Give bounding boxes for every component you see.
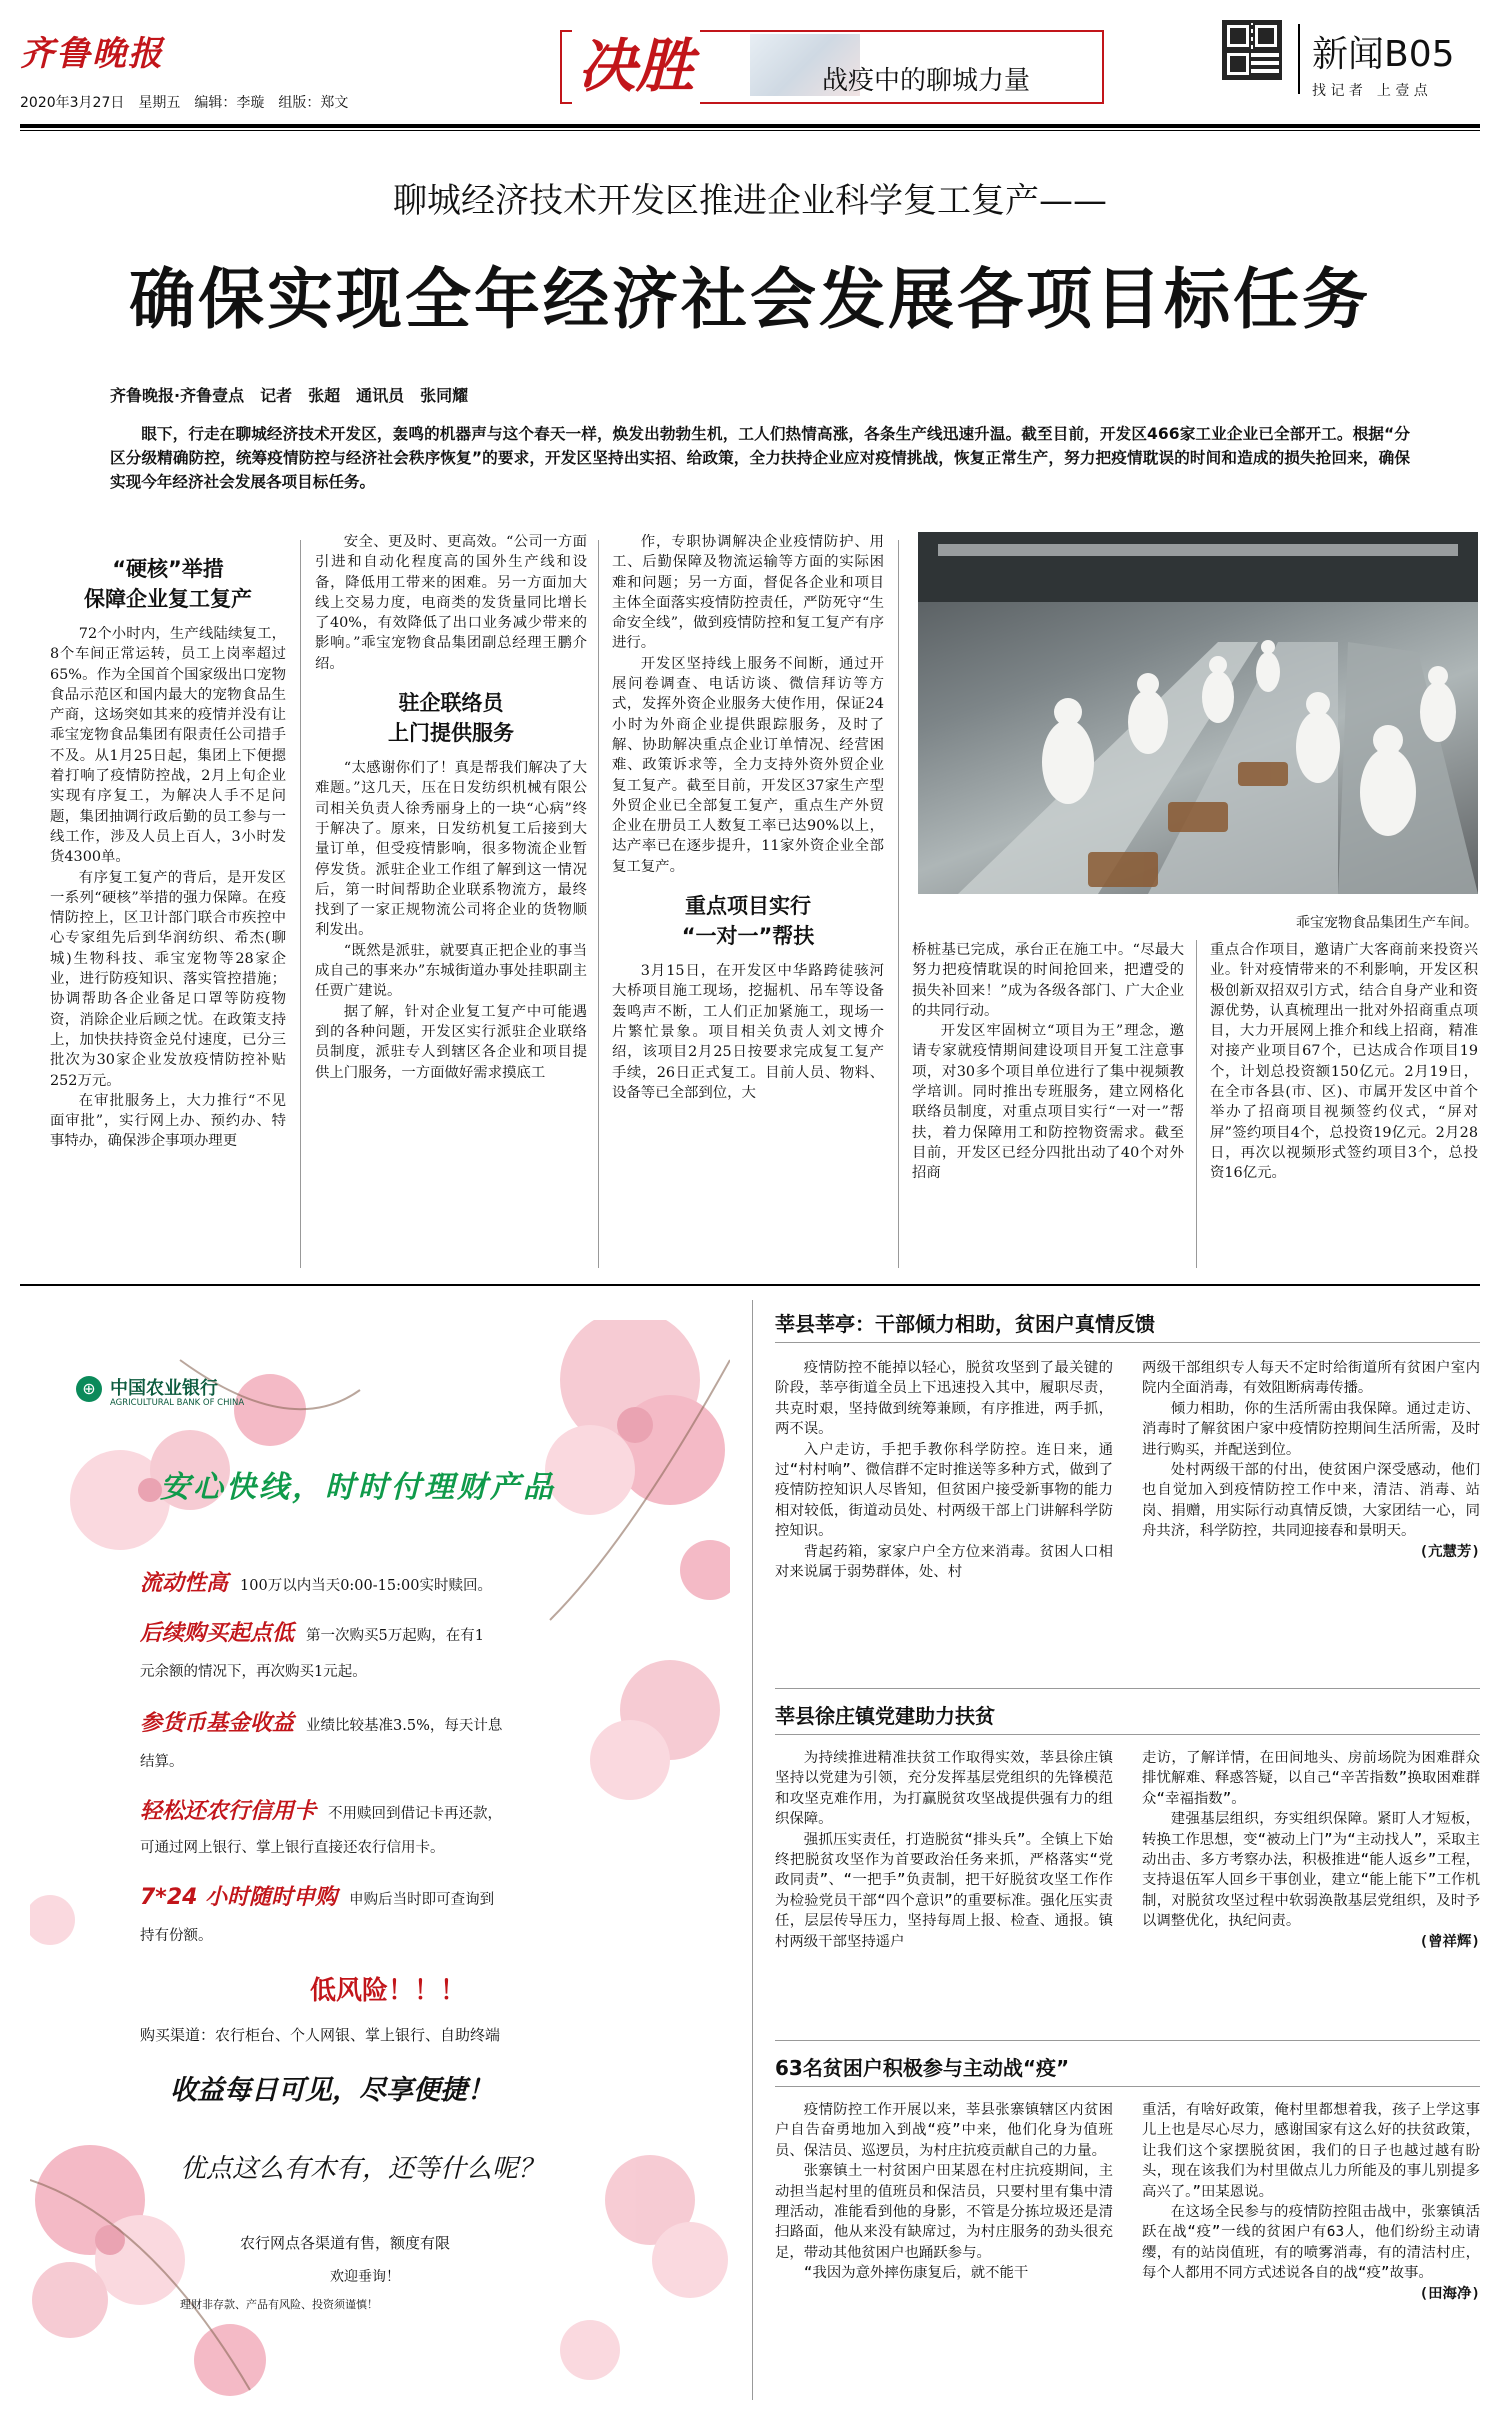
title-underline (775, 2086, 1480, 2087)
section-title: 莘县莘亭：干部倾力相助，贫困户真情反馈 (775, 1312, 1155, 1336)
paragraph: 有序复工复产的背后，是开发区一系列“硬核”举措的强力保障。在疫情防控上，区卫计部门联合市疾控中心专家组先后到华润纺织、希杰(聊城)生物科技、乖宝宠物等28家企业，进行防疫知识、落实管控措施；协调帮助各企业备足口罩等防疫物资，消除企业后顾之忧。在政策支持上，加快扶持资金兑付速度，已分三批次为30家企业发放疫情防控补贴252万元。 (50, 869, 286, 1089)
author-signature: (田海净) (1419, 2285, 1480, 2302)
qr-code[interactable] (1222, 20, 1282, 80)
bank-name-cn: 中国农业银行 (110, 1378, 218, 1399)
section-left-column (775, 2100, 1113, 2284)
title-underline (775, 1734, 1480, 1735)
feature-tag: 后续购买起点低 (140, 1621, 295, 1646)
section-left-column (775, 1748, 1113, 1952)
feature-line (140, 1794, 502, 1825)
paragraph: “我因为意外摔伤康复后，就不能干 (803, 2265, 1029, 2282)
factory-photo (918, 532, 1478, 894)
masthead-rule (20, 124, 1480, 128)
section-left-column (775, 1358, 1113, 1582)
author-signature: (曾祥辉) (1419, 1933, 1480, 1950)
masthead (0, 0, 1500, 138)
factory-photo-art (918, 532, 1478, 894)
feature-continuation: 结算。 (140, 1754, 184, 1770)
column-rule (300, 540, 301, 1268)
paragraph: 72个小时内，生产线陆续复工，8个车间正常运转，员工上岗率超过65%。作为全国首个国家级出口宠物食品示范区和国内最大的宠物食品生产商，这场突如其来的疫情并没有让乖宝宠物食品集团有限责任公司措手不及。从1月25日起，集团上下便摁着打响了疫情防控战，2月上旬企业实现有序复工，为解决人手不足问题，集团抽调行政后勤的员工参与一线工作，涉及人员上百人，3小时发货4300单。 (50, 626, 286, 866)
news-section-1 (775, 1308, 1480, 1708)
paragraph: 张寨镇土一村贫困户田某恩在村庄抗疫期间，主动担当起村里的值班员和保洁员，只要村里有集中清理活动，准能看到他的身影，不管是分拣垃圾还是清扫路面，他从来没有缺席过，为村庄服务的劲头很充足，带动其他贫困户也踊跃参与。 (775, 2163, 1113, 2261)
paragraph: 背起药箱，家家户户全方位来消毒。贫困人口相对来说属于弱势群体，处、村 (775, 1543, 1113, 1581)
banner-big: 决胜 (572, 26, 700, 106)
paragraph: 疫情防控工作开展以来，莘县张寨镇辖区内贫困户自告奋勇地加入到战“疫”中来，他们化身为值班员、保洁员、巡逻员，为村庄抗疫贡献自己的力量。 (775, 2102, 1113, 2159)
ad-footer-1: 农行网点各渠道有售，额度有限 (240, 2234, 451, 2252)
feature-text: 申购后当时即可查询到 (349, 1892, 495, 1908)
news-section-3 (775, 2052, 1480, 2402)
paragraph: 在审批服务上，大力推行“不见面审批”，实行网上办、预约办、特事特办，确保涉企事项办理更 (50, 1092, 286, 1150)
author-signature: (亢慧芳) (1419, 1543, 1480, 1560)
date-line: 2020年3月27日 星期五 编辑：李璇 组版：郑文 (20, 95, 349, 111)
paragraph: 安全、更及时、更高效。“公司一方面引进和自动化程度高的国外生产线和设备，降低用工带来的困难。另一方面加大线上交易力度，电商类的发货量同比增长了40%，有效降低了出口业务减少带来的影响。”乖宝宠物食品集团副总经理王鹏介绍。 (315, 534, 587, 672)
paragraph: “既然是派驻，就要真正把企业的事当成自己的事来办”东城街道办事处挂职副主任贾广建说。 (315, 942, 587, 1000)
paragraph: 桥桩基已完成，承台正在施工中。“尽最大努力把疫情耽误的时间抢回来，把遭受的损失补回来！”成为各级各部门、广大企业的共同行动。 (912, 942, 1184, 1019)
article-kicker: 聊城经济技术开发区推进企业科学复工复产—— (393, 181, 1107, 221)
newspaper-logo: 齐鲁晚报 (20, 34, 164, 74)
paragraph: 处村两级干部的付出，使贫困户深受感动，他们也自觉加入到疫情防控工作中来，清洁、消毒、站岗、捐赠，用实际行动真情反馈，大家团结一心，同舟共济，科学防控，共同迎接春和景明天。 (1142, 1462, 1480, 1540)
purchase-channels: 购买渠道：农行柜台、个人网银、掌上银行、自助终端 (140, 2026, 501, 2044)
subhead-line: 驻企联络员 (398, 691, 504, 716)
paragraph: 为持续推进精准扶贫工作取得实效，莘县徐庄镇坚持以党建为引领，充分发挥基层党组织的先锋模范和攻坚克难作用，为打赢脱贫攻坚战提供强有力的组织保障。 (775, 1750, 1113, 1828)
paragraph: 走访，了解详情，在田间地头、房前场院为困难群众排忧解难、释惑答疑，以自己“辛苦指数”换取困难群众“幸福指数”。 (1142, 1750, 1480, 1807)
feature-continuation: 持有份额。 (140, 1928, 213, 1944)
article-column-3 (612, 532, 884, 1103)
feature-text: 不用赎回到借记卡再还款， (328, 1806, 503, 1822)
paragraph: 在这场全民参与的疫情防控阻击战中，张寨镇活跃在战“疫”一线的贫困户有63人，他们纷纷主动请缨，有的站岗值班，有的喷雾消毒，有的清洁村庄，每个人都用不同方式述说各自的战“疫”故事。 (1142, 2204, 1480, 2282)
paragraph: 强抓压实责任，打造脱贫“排头兵”。全镇上下始终把脱贫攻坚作为首要政治任务来抓，严格落实“党政同责”、“一把手”负责制，把干好脱贫攻坚工作作为检验党员干部“四个意识”的重要标准。强化压实责任，层层传导压力，坚持每周上报、检查、通报。镇村两级干部坚持遥户 (775, 1831, 1113, 1950)
feature-tag: 参货币基金收益 (140, 1711, 295, 1736)
paragraph: 重点合作项目，邀请广大客商前来投资兴业。针对疫情带来的不利影响，开发区积极创新双招双引方式，结合自身产业和资源优势，认真梳理出一批对外招商重点项目，大力开展网上推介和线上招商，精准对接产业项目67个，已达成合作项目19个，计划总投资额150亿元。2月19日，在全市各县(市、区)、市属开发区中首个举办了招商项目视频签约仪式，“屏对屏”签约项目4个，总投资19亿元。2月28日，再次以视频形式签约项目3个，总投资16亿元。 (1210, 942, 1478, 1182)
ad-slogan-1: 收益每日可见，尽享便捷！ (170, 2075, 494, 2106)
article-lead: 眼下，行走在聊城经济技术开发区，轰鸣的机器声与这个春天一样，焕发出勃勃生机，工人们热情高涨，各条生产线迅速升温。截至目前，开发区466家工业企业已全部开工。根据“分区分级精确防控，统筹疫情防控与经济社会秩序恢复”的要求，开发区坚持出实招、给政策，全力扶持企业应对疫情挑战，恢复正常生产，努力把疫情耽误的时间和造成的损失抢回来，确保实现今年经济社会发展各项目标任务。 (110, 425, 1410, 491)
article-headline: 确保实现全年经济社会发展各项目标任务 (129, 261, 1371, 338)
news-section-2 (775, 1700, 1480, 2040)
subhead-line: 上门提供服务 (388, 721, 514, 746)
section-right-column (1142, 2100, 1480, 2304)
section-right-column (1142, 1748, 1480, 1952)
paragraph: 建强基层组织，夯实组织保障。紧盯人才短板，转换工作思想，变“被动上门”为“主动找人”，采取主动出击、多方考察办法，积极推进“能人返乡”工程，支持退伍军人回乡干事创业，建立“能上能下”工作机制，对脱贫攻坚过程中软弱涣散基层党组织，及时予以调整优化，执纪问责。 (1142, 1811, 1480, 1930)
paragraph: 据了解，针对企业复工复产中可能遇到的各种问题，开发区实行派驻企业联络员制度，派驻专人到辖区各企业和项目提供上门服务，一方面做好需求摸底工 (315, 1003, 587, 1081)
feature-tag: 7*24 小时随时申购 (140, 1885, 338, 1910)
paragraph: 重活，有啥好政策，俺村里都想着我，孩子上学这事儿上也是尽心尽力，感谢国家有这么好的扶贫政策，让我们这个家摆脱贫困，我们的日子也越过越有盼头，现在该我们为村里做点儿力所能及的事儿别提多高兴了。”田某恩说。 (1142, 2102, 1480, 2200)
section-title: 63名贫困户积极参与主动战“疫” (775, 2056, 1070, 2080)
section-divider (1298, 24, 1300, 94)
feature-continuation: 元余额的情况下，再次购买1元起。 (140, 1664, 367, 1680)
paragraph: “太感谢你们了！真是帮我们解决了大难题。”这几天，压在日发纺织机械有限公司相关负责人徐秀丽身上的一块“心病”终于解决了。原来，日发纺机复工后接到大量订单，但受疫情影响，很多物流企业暂停发货。派驻企业工作组了解到这一情况后，第一时间帮助企业联系物流方，最终找到了一家正规物流公司将企业的货物顺利发出。 (315, 760, 587, 939)
subhead-line: “一对一”帮扶 (681, 924, 815, 949)
feature-tag: 流动性高 (140, 1571, 229, 1596)
low-risk-label: 低风险！！！ (310, 1976, 467, 2006)
subhead-line: 重点项目实行 (685, 894, 811, 919)
section-label: 新闻B05 (1312, 34, 1455, 75)
ad-footer-3: 理财非存款、产品有风险、投资须谨慎！ (180, 2298, 378, 2311)
ad-slogan-2: 优点这么有木有，还等什么呢？ (180, 2154, 545, 2184)
feature-text: 业绩比较基准3.5%，每天计息 (306, 1718, 503, 1734)
feature-line (140, 1880, 494, 1911)
bank-name-en: AGRICULTURAL BANK OF CHINA (110, 1398, 245, 1408)
feature-line (140, 1566, 492, 1597)
paragraph: 开发区坚持线上服务不间断，通过开展问卷调查、电话访谈、微信拜访等方式，发挥外资企业服务大使作用，保证24小时为外商企业提供跟踪服务，及时了解、协助解决重点企业订单情况、经营困难、政策诉求等，全力支持外资外贸企业复工复产。截至目前，开发区37家生产型外贸企业已全部复工复产，重点生产外贸企业在册员工人数复工率已达90%以上，达产率已在逐步提升，11家外资企业全部复工复产。 (612, 655, 884, 875)
bank-logo-icon: ⊕ (76, 1376, 102, 1402)
paragraph: 开发区牢固树立“项目为王”理念，邀请专家就疫情期间建设项目开复工注意事项，对30多个项目单位进行了集中视频教学培训。同时推出专班服务，建立网格化联络员制度，对重点项目实行“一对一”帮扶，着力保障用工和防控物资需求。截至目前，开发区已经分四批出动了40个对外招商 (912, 1023, 1184, 1182)
section-title: 莘县徐庄镇党建助力扶贫 (775, 1704, 995, 1728)
paragraph: 疫情防控不能掉以轻心，脱贫攻坚到了最关键的阶段，莘亭街道全员上下迅速投入其中，履职尽责，共克时艰，坚持做到统筹兼顾，有序推进，两手抓，两不误。 (775, 1360, 1113, 1438)
feature-text: 第一次购买5万起购，在有1 (306, 1628, 484, 1644)
section-separator (775, 1688, 1480, 1689)
paragraph: 入户走访，手把手教你科学防控。连日来，通过“村村响”、微信群不定时推送等多种方式，做到了疫情防控知识人尽皆知，但贫困户接受新事物的能力相对较低，街道动员处、村两级干部上门讲解科学防控知识。 (775, 1441, 1113, 1540)
article-column-4 (912, 940, 1184, 1184)
ad-title: 安心快线，时时付理财产品 (160, 1470, 556, 1505)
feature-line (140, 1706, 502, 1737)
column-rule (898, 540, 899, 1268)
column-rule (598, 540, 599, 1268)
photo-caption: 乖宝宠物食品集团生产车间。 (1296, 915, 1478, 931)
paragraph: 作，专职协调解决企业疫情防护、用工、后勤保障及物流运输等方面的实际困难和问题；另一方面，督促各企业和项目主体全面落实疫情防控责任，严防死守“生命安全线”，做到疫情防控和复工复产有序进行。 (612, 534, 884, 652)
article-byline: 齐鲁晚报·齐鲁壹点 记者 张超 通讯员 张同耀 (110, 386, 469, 405)
paragraph: 两级干部组织专人每天不定时给街道所有贫困户室内院内全面消毒，有效阻断病毒传播。 (1142, 1360, 1480, 1397)
bank-advertisement[interactable] (30, 1320, 730, 2400)
article-column-2 (315, 532, 587, 1083)
feature-continuation: 可通过网上银行、掌上银行直接还农行信用卡。 (140, 1840, 445, 1856)
title-underline (775, 1342, 1480, 1343)
masthead-rule-thin (20, 130, 1480, 131)
section-rule (20, 1284, 1480, 1286)
column-rule (752, 1300, 753, 2400)
column-rule (1196, 940, 1197, 1268)
banner-small: 战疫中的聊城力量 (822, 66, 1031, 96)
qr-caption: 找 记 者 上 壹 点 (1312, 83, 1428, 99)
feature-line (140, 1616, 484, 1647)
ad-footer-2: 欢迎垂询！ (330, 2269, 400, 2285)
article-column-1 (50, 540, 286, 1152)
feature-text: 100万以内当天0:00-15:00实时赎回。 (240, 1578, 492, 1594)
subhead-line: 保障企业复工复产 (84, 587, 252, 611)
section-separator (775, 2040, 1480, 2041)
feature-tag: 轻松还农行信用卡 (140, 1799, 317, 1824)
masthead-banner (560, 26, 1105, 106)
section-right-column (1142, 1358, 1480, 1562)
subhead-line: “硬核”举措 (112, 557, 224, 581)
article-column-5 (1210, 940, 1478, 1184)
paragraph: 倾力相助，你的生活所需由我保障。通过走访、消毒时了解贫困户家中疫情防控期间生活所需，及时进行购买，并配送到位。 (1142, 1400, 1480, 1458)
paragraph: 3月15日，在开发区中华路跨徒骇河大桥项目施工现场，挖掘机、吊车等设备轰鸣声不断，工人们正加紧施工，现场一片繁忙景象。项目相关负责人刘文博介绍，该项目2月25日按要求完成复工复产手续，26日正式复工。目前人员、物料、设备等已全部到位，大 (612, 963, 884, 1101)
